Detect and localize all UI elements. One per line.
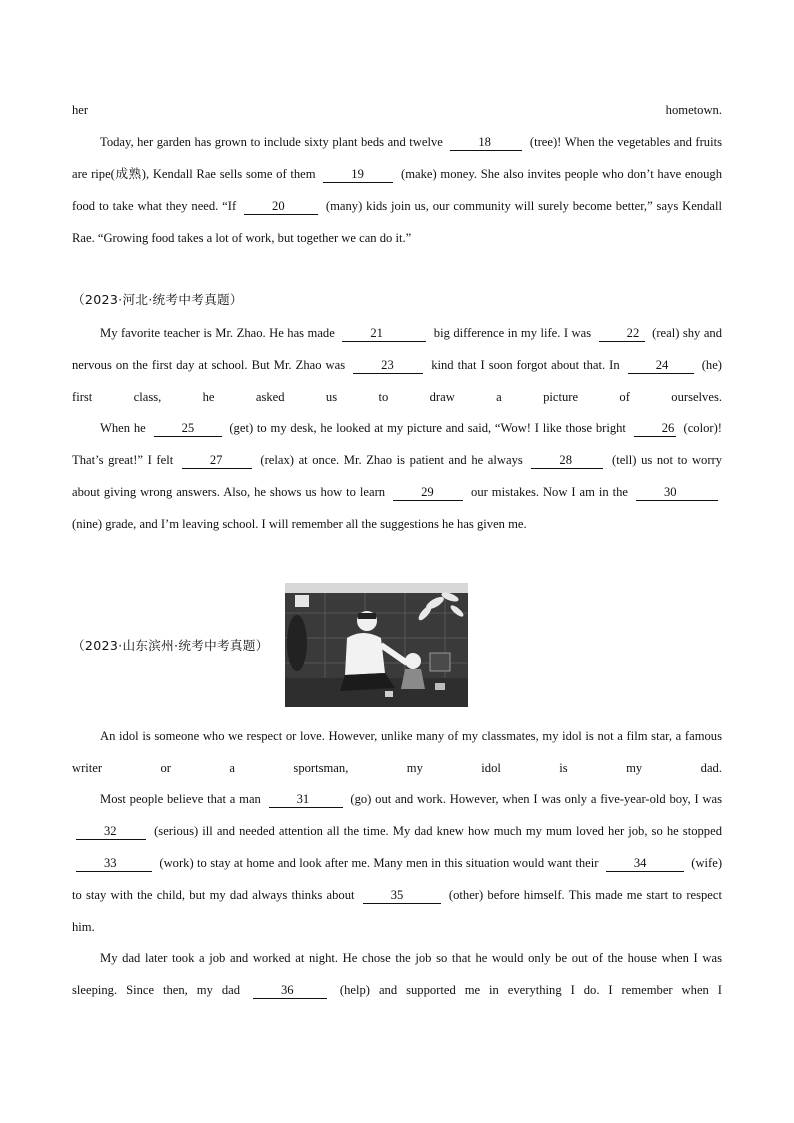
blank-31[interactable]: 31 [269,791,343,808]
paragraph-dad: Most people believe that a man 31 (go) out and work. However, when I was only a five-year-old boy, I was 32 (serious) ill and needed attention all the time. My dad knew how much my mum loved her job, so he stopped 33 (work) to stay at home and look after me. Many men in this situation would want their 34 (wife) to stay with the child, but my dad always thinks about 35 (other) before himself. This made me start to respect him. [72,792,723,934]
blank-21[interactable]: 21 [342,325,426,342]
paragraph-idol: An idol is someone who we respect or love. However, unlike many of my classmates, my idol is not a film star, a famous writer or a sportsman, my idol is my dad. [72,729,722,775]
paragraph-hometown: her hometown. [72,103,722,117]
paragraph-teacher: My favorite teacher is Mr. Zhao. He has made 21 big difference in my life. I was 22 (real) shy and nervous on the first day at school. But Mr. Zhao was 23 kind that I soon forgot about that. In 24 (he) first class, he asked us to draw a picture of ourselves. [72,326,723,404]
blank-22[interactable]: 22 [599,325,645,342]
blank-28[interactable]: 28 [531,452,603,469]
paragraph-desk: When he 25 (get) to my desk, he looked at my picture and said, “Wow! I like those bright 26 (color)! That’s great!” I felt 27 (relax) at once. Mr. Zhao is patient and he always 28 (tell) us not to worry about giving wrong answers. Also, he shows us how to learn 29 our mistakes. Now I am in the 30 (nine) grade, and I’m leaving school. I will remember all the suggestions he has given me. [72,421,723,531]
blank-24[interactable]: 24 [628,357,694,374]
blank-26[interactable]: 26 [634,420,676,437]
blank-35[interactable]: 35 [363,887,441,904]
blank-19[interactable]: 19 [323,166,393,183]
paragraph-garden: Today, her garden has grown to include sixty plant beds and twelve 18 (tree)! When the vegetables and fruits are ripe(成熟), Kendall Rae sells some of them 19 (make) money. She also invites people who don’t have enough food to take what they need. “If 20 (many) kids join us, our community will surely become better,” says Kendall Rae. “Growing food takes a lot of work, but together we can do it.” [72,135,723,245]
illustration-graphic [285,583,468,707]
blank-23[interactable]: 23 [353,357,423,374]
blank-30[interactable]: 30 [636,484,718,501]
blank-36[interactable]: 36 [253,982,327,999]
blank-33[interactable]: 33 [76,855,152,872]
paragraph-job: My dad later took a job and worked at night. He chose the job so that he would only be out of the house when I was sleeping. Since then, my dad 36 (help) and supported me in everything I do. I remember when I [72,951,722,997]
blank-34[interactable]: 34 [606,855,684,872]
source-binzhou: （2023·山东滨州·统考中考真题） [72,638,269,653]
blank-32[interactable]: 32 [76,823,146,840]
blank-18[interactable]: 18 [450,134,522,151]
father-child-illustration [285,583,468,707]
blank-29[interactable]: 29 [393,484,463,501]
source-hebei: （2023·河北·统考中考真题） [72,292,243,307]
blank-25[interactable]: 25 [154,420,222,437]
blank-20[interactable]: 20 [244,198,318,215]
blank-27[interactable]: 27 [182,452,252,469]
